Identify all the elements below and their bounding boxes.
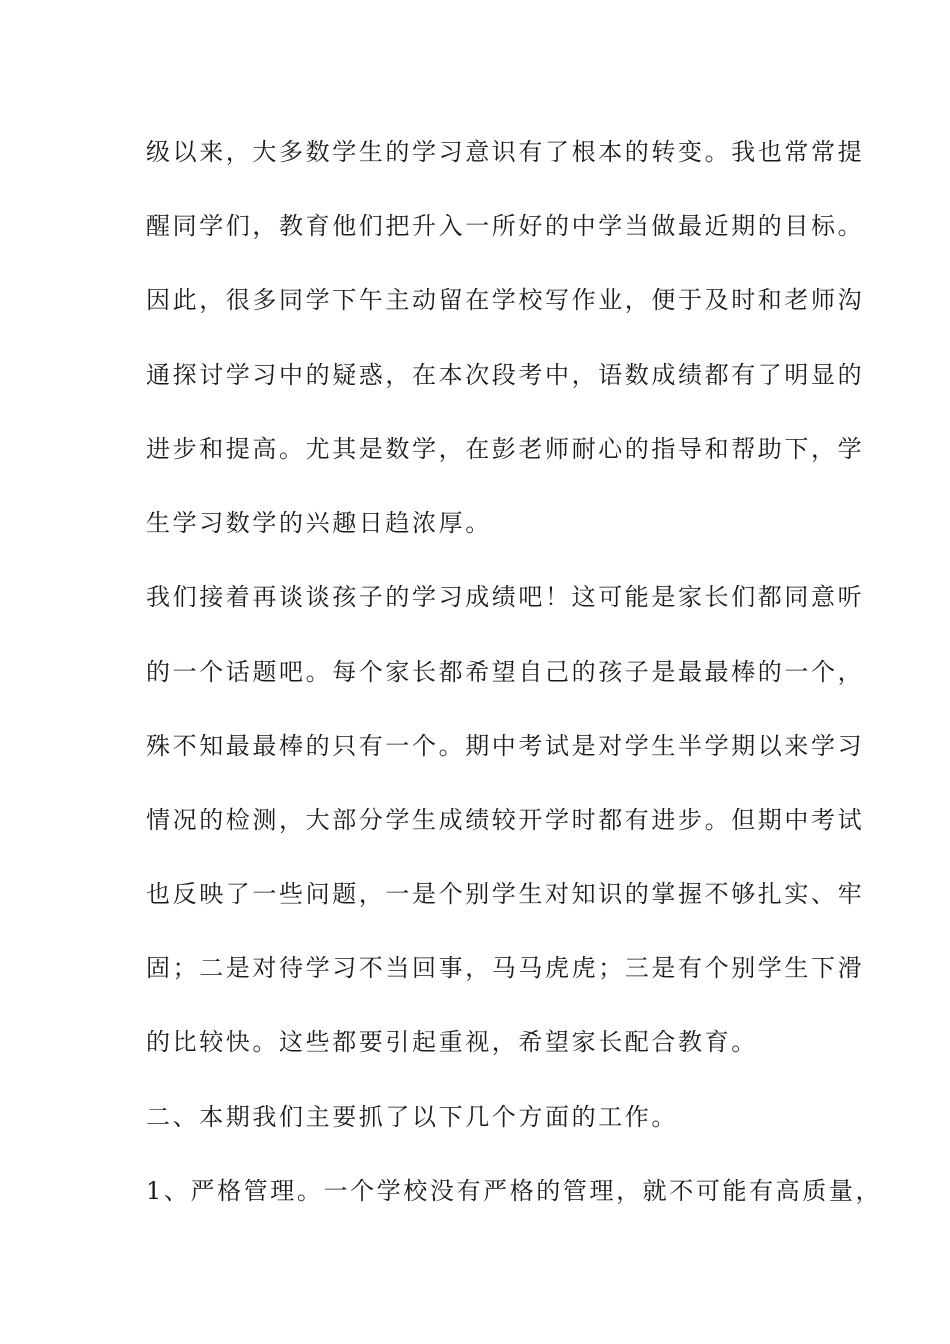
text-line: 情况的检测，大部分学生成绩较开学时都有进步。但期中考试 <box>146 806 865 834</box>
text-line: 生学习数学的兴趣日趋浓厚。 <box>146 509 492 537</box>
text-line: 我们接着再谈谈孩子的学习成绩吧！这可能是家长们都同意听 <box>146 583 865 611</box>
section-heading: 二、本期我们主要抓了以下几个方面的工作。 <box>146 1103 678 1131</box>
text-line: 的一个话题吧。每个家长都希望自己的孩子是最最棒的一个， <box>146 658 865 686</box>
text-line: 1、严格管理。一个学校没有严格的管理，就不可能有高质量， <box>146 1177 883 1205</box>
text-line: 固；二是对待学习不当回事，马马虎虎；三是有个别学生下滑 <box>146 954 865 982</box>
text-line: 级以来，大多数学生的学习意识有了根本的转变。我也常常提 <box>146 138 865 166</box>
text-line: 醒同学们，教育他们把升入一所好的中学当做最近期的目标。 <box>146 212 865 240</box>
text-line: 殊不知最最棒的只有一个。期中考试是对学生半学期以来学习 <box>146 732 865 760</box>
text-line: 进步和提高。尤其是数学，在彭老师耐心的指导和帮助下，学 <box>146 435 865 463</box>
text-line: 的比较快。这些都要引起重视，希望家长配合教育。 <box>146 1028 758 1056</box>
text-line: 因此，很多同学下午主动留在学校写作业，便于及时和老师沟 <box>146 286 865 314</box>
text-line: 通探讨学习中的疑惑，在本次段考中，语数成绩都有了明显的 <box>146 361 865 389</box>
text-line: 也反映了一些问题，一是个别学生对知识的掌握不够扎实、牢 <box>146 880 865 908</box>
